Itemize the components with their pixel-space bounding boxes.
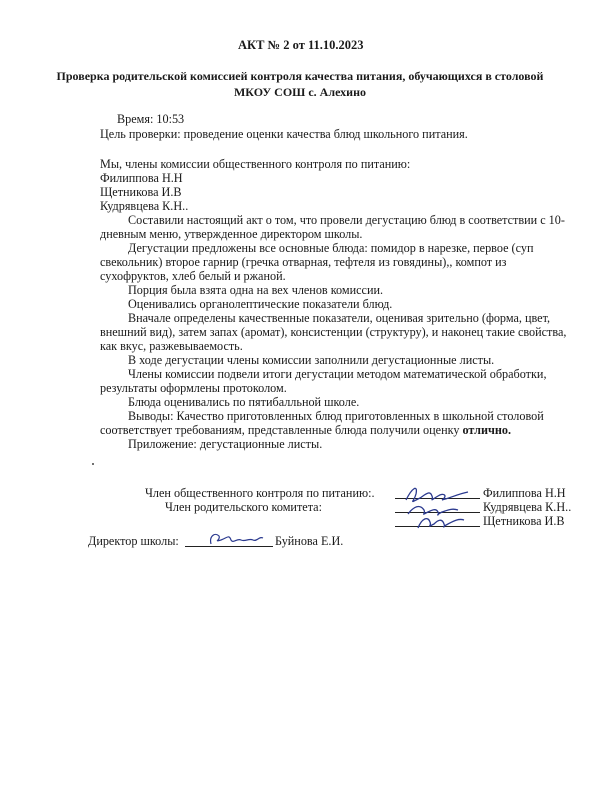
body-paragraph: Блюда оценивались по пятибалльной школе. — [128, 395, 360, 409]
body-paragraph: Порция была взята одна на вех членов комиссии. — [128, 283, 384, 297]
director-label: Директор школы: — [88, 534, 179, 548]
body-paragraph: Члены комиссии подвели итоги дегустации методом математической обработки, результаты оформлены протоколом. — [100, 367, 547, 395]
handwritten-signature — [398, 478, 478, 534]
body-paragraph: Вначале определены качественные показатели, оценивая зрительно (форма, цвет, внешний вид), затем запах (аромат), консистенции (структуру), и наконец такие свойства, как вкус, разжевываемость. — [100, 311, 567, 353]
member-name: Филиппова Н.Н — [100, 171, 183, 185]
act-title: АКТ № 2 от 11.10.2023 — [238, 38, 364, 52]
body-paragraph: Дегустации предложены все основные блюда: помидор в нарезке, первое (суп свекольник) второе гарнир (гречка отварная, тефтеля из говядины),, компот из сухофруктов, хлеб белый и ржаной. — [100, 241, 534, 283]
goal-line: Цель проверки: проведение оценки качества блюд школьного питания. — [100, 127, 468, 141]
body-paragraph: В ходе дегустации члены комиссии заполнили дегустационные листы. — [128, 353, 495, 367]
time-line: Время: 10:53 — [117, 112, 185, 126]
conclusion-grade: отлично. — [462, 423, 511, 437]
sign-name: Филиппова Н.Н — [483, 486, 566, 500]
act-body — [100, 213, 570, 451]
conclusion-text: Выводы: Качество приготовленных блюд приготовленных в школьной столовой соответствует требованиям, представленные блюда получили оценку — [100, 409, 544, 437]
sign-name: Щетникова И.В — [483, 514, 565, 528]
member-name: Щетникова И.В — [100, 185, 182, 199]
body-paragraph: Составили настоящий акт о том, что провели дегустацию блюд в соответствии с 10-дневным меню, утвержденное директором школы. — [100, 213, 565, 241]
sign-parent-label: Член родительского комитета: — [165, 500, 322, 514]
scan-dot — [92, 463, 94, 465]
director-name: Буйнова Е.И. — [275, 534, 344, 548]
appendix-line: Приложение: дегустационные листы. — [128, 437, 323, 451]
sign-name: Кудрявцева К.Н.. — [483, 500, 572, 514]
members-intro: Мы, члены комиссии общественного контроля по питанию: — [100, 157, 411, 171]
member-name: Кудрявцева К.Н.. — [100, 199, 189, 213]
body-paragraph: Оценивались органолептические показатели блюд. — [128, 297, 393, 311]
conclusion-paragraph — [100, 409, 570, 437]
sign-member-label: Член общественного контроля по питанию:. — [145, 486, 375, 500]
director-signature — [205, 528, 265, 550]
document-heading: Проверка родительской комиссией контроля качества питания, обучающихся в столовой МКОУ СОШ с. Алехино — [56, 69, 544, 99]
